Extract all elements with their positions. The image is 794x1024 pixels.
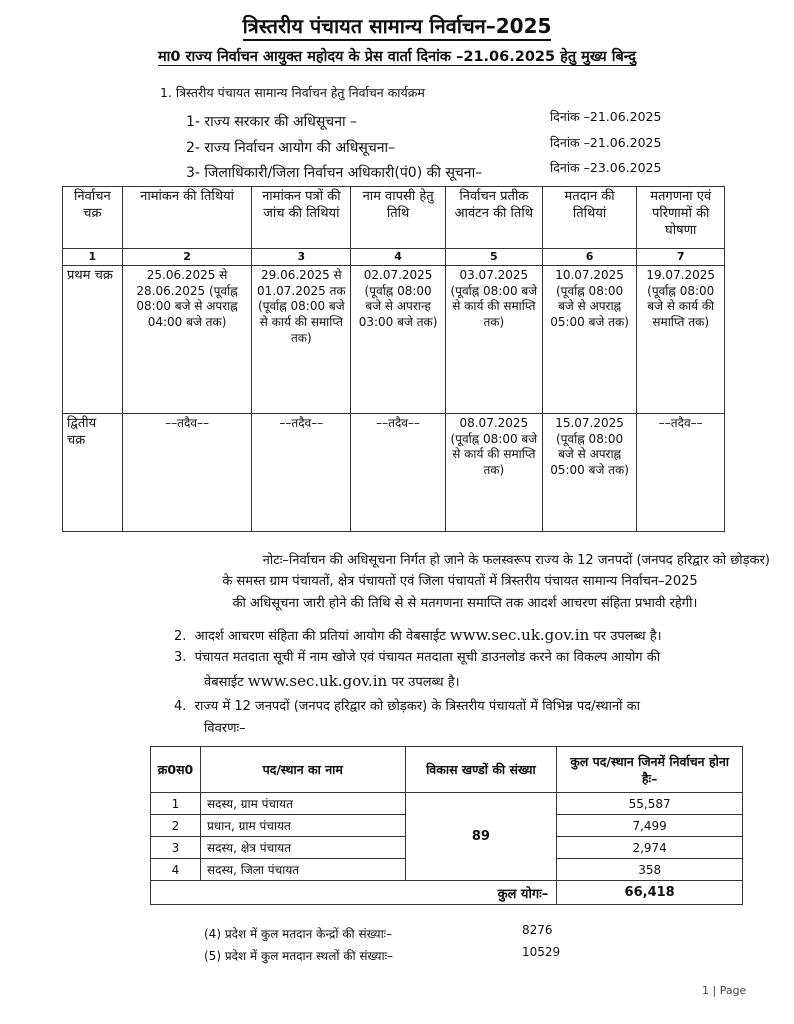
post-name-cell: सदस्य, क्षेत्र पंचायत [200,837,405,859]
column-number: 6 [542,249,637,266]
item-3-line-2 [204,670,764,693]
polling-stations-label: (5) प्रदेश में कुल मतदान स्थलों की संख्याः– [204,949,394,963]
election-schedule-table [62,186,725,532]
column-header: विकास खण्डों की संख्या [405,747,557,793]
table-cell: 08.07.2025 (पूर्वाह्न 08:00 बजे से कार्य की समाप्ति तक) [445,414,542,532]
column-header: पद/स्थान का नाम [200,747,405,793]
item-3-text-end: पर उपलब्ध है। [391,675,460,690]
post-name-cell: प्रधान, ग्राम पंचायत [200,815,405,837]
table-cell: 10.07.2025 (पूर्वाह्न 08:00 बजे से अपराह्न 05:00 बजे तक) [542,266,637,414]
total-value: 66,418 [557,881,743,905]
item-2-text: आदर्श आचरण संहिता की प्रतियां आयोग की वेबसाईट [194,629,446,644]
column-number-row [63,249,725,266]
note-line-3: की अधिसूचना जारी होने की तिथि से से मतगणना समाप्ति तक आदर्श आचरण संहिता प्रभावी रहेगी। [232,596,698,611]
schedule-item-2-date: दिनांक –21.06.2025 [550,135,662,150]
column-number: 7 [637,249,725,266]
table-row-phase-2 [63,414,725,532]
item-4-line-1 [174,697,774,717]
item-3-text: पंचायत मतदाता सूची में नाम खोजे एवं पंचायत मतदाता सूची डाउनलोड करने का विकल्प आयोग की [194,650,661,665]
note-line-2: के समस्त ग्राम पंचायतों, क्षेत्र पंचायतों एवं जिला पंचायतों में त्रिस्तरीय पंचायत सामान्य निर्वाचन–2025 [222,574,698,589]
column-number: 1 [63,249,123,266]
column-header: मतगणना एवं परिणामों की घोषणा [637,187,725,249]
table-cell: 03.07.2025 (पूर्वाह्न 08:00 बजे से कार्य की समाप्ति तक) [445,266,542,414]
polling-centres-value: 8276 [522,923,553,937]
section-1-heading: 1. त्रिस्तरीय पंचायत सामान्य निर्वाचन हेतु निर्वाचन कार्यक्रम [160,85,425,100]
table-cell: 19.07.2025 (पूर्वाह्न 08:00 बजे से कार्य की समाप्ति तक) [637,266,725,414]
note-line-1: नोटः–निर्वाचन की अधिसूचना निर्गत हो जाने के फलस्वरूप राज्य के 12 जनपदों (जनपद हरिद्वार को छोड़कर) [262,553,770,568]
schedule-item-3-label: 3- जिलाधिकारी/जिला निर्वाचन अधिकारी(पं0) की सूचना– [186,165,483,181]
column-header: निर्वाचन प्रतीक आवंटन की तिथि [445,187,542,249]
column-header: मतदान की तिथियां [542,187,637,249]
post-count-cell: 358 [557,859,743,881]
table-header-row [63,187,725,249]
serial-cell: 2 [151,815,201,837]
post-name-cell: सदस्य, ग्राम पंचायत [200,793,405,815]
schedule-item-1-label: 1- राज्य सरकार की अधिसूचना – [186,114,358,130]
schedule-item-1-date: दिनांक –21.06.2025 [550,109,662,124]
post-name-cell: सदस्य, जिला पंचायत [200,859,405,881]
column-header: नाम वापसी हेतु तिथि [351,187,446,249]
blocks-count-cell: 89 [405,793,557,881]
schedule-item-2-label: 2- राज्य निर्वाचन आयोग की अधिसूचना– [186,140,396,156]
table-cell: ––तदैव–– [122,414,252,532]
document-title: त्रिस्तरीय पंचायत सामान्य निर्वाचन–2025 [0,12,794,39]
column-number: 4 [351,249,446,266]
sec-website-link[interactable]: www.sec.uk.gov.in [247,672,388,690]
item-3-text-2: वेबसाईट [204,675,244,690]
serial-cell: 4 [151,859,201,881]
table-cell: 25.06.2025 से 28.06.2025 (पूर्वाह्न 08:00 बजे से अपराह्न 04:00 बजे तक) [122,266,252,414]
item-4-line-2: विवरणः– [204,721,246,736]
table-cell: ––तदैव–– [252,414,351,532]
schedule-item-3-date: दिनांक –23.06.2025 [550,160,662,175]
polling-stations-value: 10529 [522,945,561,959]
column-header: नामांकन पत्रों की जांच की तिथियां [252,187,351,249]
total-row [151,881,743,905]
post-count-cell: 2,974 [557,837,743,859]
column-header: निर्वाचन चक्र [63,187,123,249]
phase-cell: द्वितीय चक्र [63,414,123,532]
serial-cell: 3 [151,837,201,859]
item-2-number: 2. [174,629,187,644]
table-cell: 29.06.2025 से 01.07.2025 तक (पूर्वाह्न 08:00 बजे से कार्य की समाप्ति तक) [252,266,351,414]
table-cell: ––तदैव–– [351,414,446,532]
document-subtitle: मा0 राज्य निर्वाचन आयुक्त महोदय के प्रेस वार्ता दिनांक –21.06.2025 हेतु मुख्य बिन्दु [157,49,636,65]
table-cell: ––तदैव–– [637,414,725,532]
item-3-line-1 [174,648,774,668]
column-number: 2 [122,249,252,266]
total-label: कुल योगः– [151,881,557,905]
posts-table [150,746,743,905]
column-header: क्र0स0 [151,747,201,793]
column-number: 3 [252,249,351,266]
page-number: 1 | Page [702,984,747,997]
sec-website-link[interactable]: www.sec.uk.gov.in [449,626,590,644]
table-row [151,793,743,815]
item-4-text: राज्य में 12 जनपदों (जनपद हरिद्वार को छोड़कर) के त्रिस्तरीय पंचायतों में विभिन्न पद/स्थानों का [194,699,641,714]
column-header: कुल पद/स्थान जिनमें निर्वाचन होना हैः– [557,747,743,793]
table-cell: 02.07.2025 (पूर्वाह्न 08:00 बजे से अपरान्ह 03:00 बजे तक) [351,266,446,414]
posts-header-row [151,747,743,793]
column-number: 5 [445,249,542,266]
table-cell: 15.07.2025 (पूर्वाह्न 08:00 बजे से अपराह्न 05:00 बजे तक) [542,414,637,532]
post-count-cell: 55,587 [557,793,743,815]
table-row-phase-1 [63,266,725,414]
item-4-number: 4. [174,699,187,714]
serial-cell: 1 [151,793,201,815]
item-3-number: 3. [174,650,187,665]
column-header: नामांकन की तिथियां [122,187,252,249]
phase-cell: प्रथम चक्र [63,266,123,414]
polling-centres-label: (4) प्रदेश में कुल मतदान केन्द्रों की संख्याः– [204,927,393,941]
post-count-cell: 7,499 [557,815,743,837]
item-2-text-end: पर उपलब्ध है। [593,629,662,644]
item-2 [174,624,774,647]
